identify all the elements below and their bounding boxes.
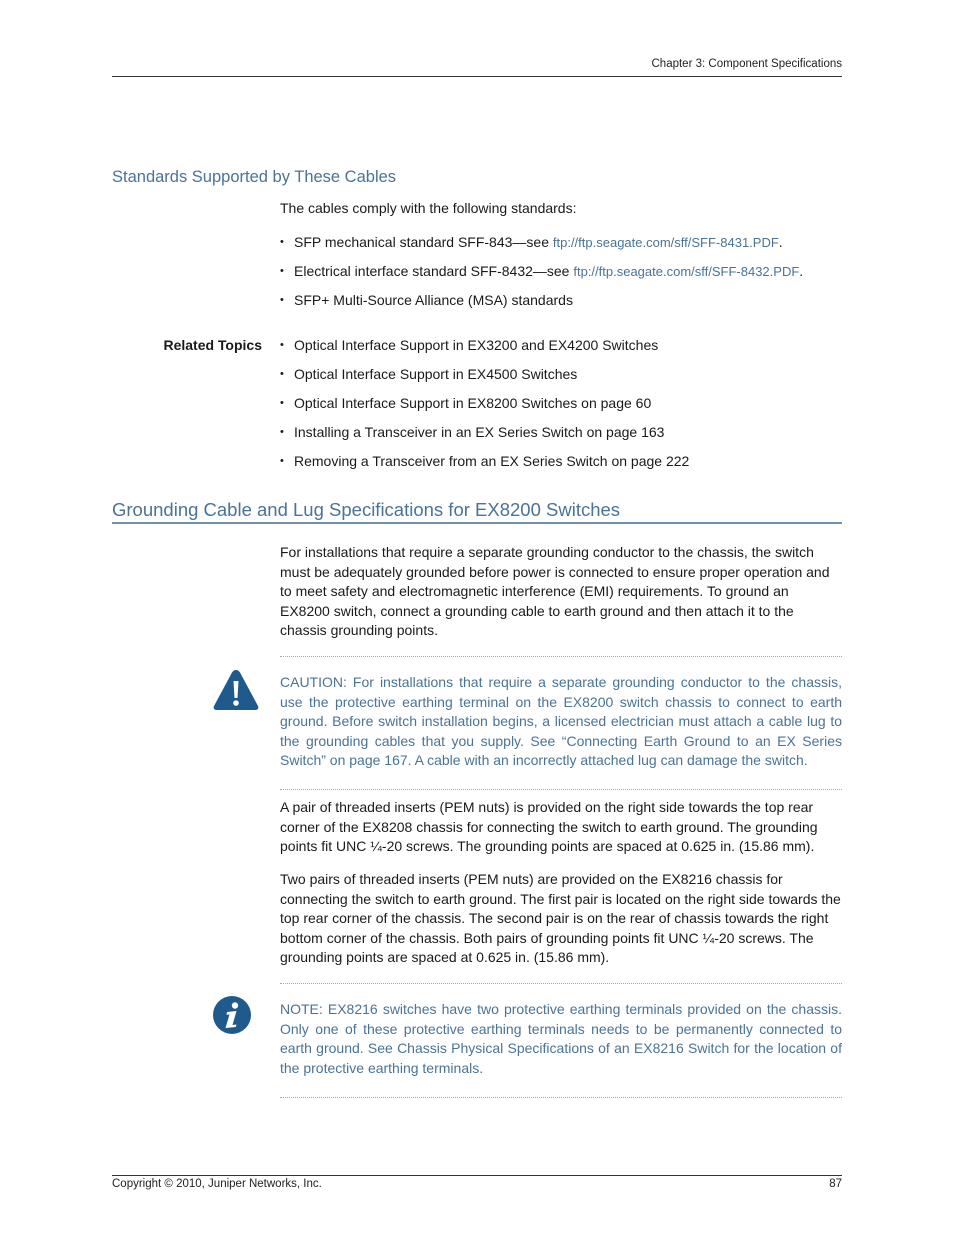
note-text: NOTE: EX8216 switches have two protective earthing terminals provided on the chassis. Only one of these protective earthing terminals needs to be permanently connected to earth ground. See Chassis Physical Specifications of an EX8216 Switch for the location of the protective earthing terminals.	[280, 1001, 842, 1076]
section-title-standards: Standards Supported by These Cables	[112, 168, 397, 186]
caution-text: CAUTION: For installations that require a separate grounding conductor to the chassis, use the protective earthing terminal on the EX8200 switch chassis to connect to earth ground. Before switch installation begins, a licensed electrician must attach a cable lug to the grounding cables that you supply. See “Connecting Earth Ground to an EX Series Switch” on page 167. A cable with an incorrectly attached lug can damage the switch.	[280, 674, 842, 769]
section-rule	[112, 522, 842, 524]
caution-bottom-rule	[280, 789, 842, 790]
related-topic-item[interactable]: • Installing a Transceiver in an EX Series Switch on page 163	[280, 423, 689, 452]
caution-top-rule	[280, 656, 842, 657]
related-topic-item[interactable]: • Removing a Transceiver from an EX Series Switch on page 222	[280, 452, 689, 481]
grounding-paragraph: For installations that require a separate grounding conductor to the chassis, the switch must be adequately grounded before power is connected to ensure proper operation and to meet safety and electromagnetic interference (EMI) requirements. To ground an EX8200 switch, connect a grounding cable to earth ground and then attach it to the chassis grounding points.	[280, 544, 830, 639]
standards-intro: The cables comply with the following standards:	[280, 200, 577, 216]
caution-icon	[212, 668, 260, 717]
standards-list	[280, 233, 803, 320]
info-icon	[212, 995, 252, 1040]
list-item: • SFP+ Multi-Source Alliance (MSA) standards	[280, 291, 803, 320]
link-sff-8431[interactable]: ftp://ftp.seagate.com/sff/SFF-8431.PDF	[552, 235, 779, 250]
note-top-rule	[280, 983, 842, 984]
related-topic-item[interactable]: • Optical Interface Support in EX8200 Switches on page 60	[280, 394, 689, 423]
section-title-grounding: Grounding Cable and Lug Specifications for EX8200 Switches	[112, 499, 621, 520]
note-bottom-rule	[280, 1097, 842, 1098]
header-rule	[112, 76, 842, 77]
related-topics-label: Related Topics	[163, 337, 262, 353]
related-topic-item[interactable]: • Optical Interface Support in EX4500 Switches	[280, 365, 689, 394]
related-topic-item[interactable]: • Optical Interface Support in EX3200 and EX4200 Switches	[280, 336, 689, 365]
footer-copyright: Copyright © 2010, Juniper Networks, Inc.	[112, 1178, 322, 1190]
related-topics-list	[280, 336, 689, 481]
running-header: Chapter 3: Component Specifications	[651, 58, 842, 70]
ex8208-paragraph: A pair of threaded inserts (PEM nuts) is provided on the right side towards the top rear corner of the EX8208 chassis for connecting the switch to earth ground. The grounding points fit UNC ¼-20 screws. The grounding points are spaced at 0.625 in. (15.86 mm).	[280, 799, 818, 855]
footer-rule	[112, 1175, 842, 1176]
page-number: 87	[829, 1178, 842, 1190]
link-sff-8432[interactable]: ftp://ftp.seagate.com/sff/SFF-8432.PDF	[573, 264, 800, 279]
list-item: • SFP mechanical standard SFF-843—see ftp://ftp.seagate.com/sff/SFF-8431.PDF.	[280, 233, 803, 262]
ex8216-paragraph: Two pairs of threaded inserts (PEM nuts) are provided on the EX8216 chassis for connecting the switch to earth ground. The first pair is located on the right side towards the top rear corner of the chassis. The second pair is on the rear of chassis towards the right bottom corner of the chassis. Both pairs of grounding points fit UNC ¼-20 screws. The grounding points are spaced at 0.625 in. (15.86 mm).	[280, 871, 841, 966]
list-item: • Electrical interface standard SFF-8432—see ftp://ftp.seagate.com/sff/SFF-8432.PDF.	[280, 262, 803, 291]
